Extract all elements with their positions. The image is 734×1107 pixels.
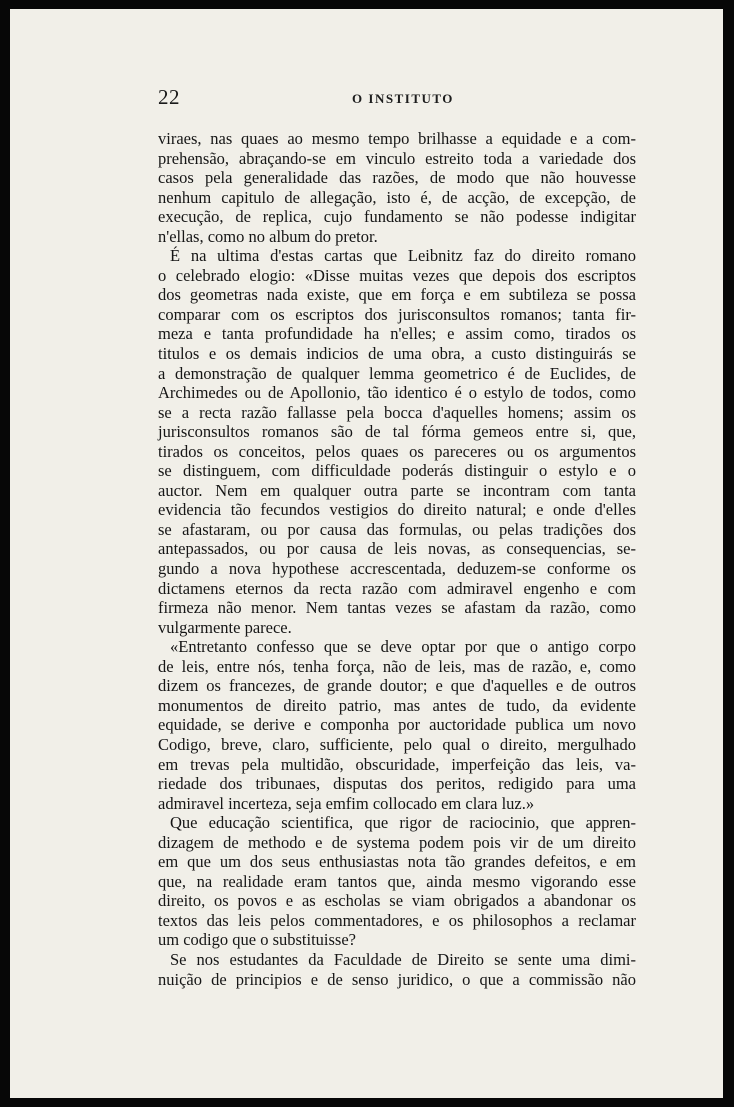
text-line: monumentos de direito patrio, mas antes de tudo, da evidente xyxy=(158,695,636,715)
text-line: se a recta razão fallasse pela bocca d'aquelles homens; assim os xyxy=(158,402,636,422)
text-line: dizem os francezes, de grande doutor; e que d'aquelles e de outros xyxy=(158,676,636,696)
paragraph xyxy=(158,950,636,989)
text-line: admiravel incerteza, seja emfim collocado em clara luz.» xyxy=(158,793,535,813)
paragraph xyxy=(158,813,636,950)
text-line: equidade, se derive e componha por auctoridade publica um novo xyxy=(158,715,636,735)
text-line: se afastaram, ou por causa das formulas, ou pelas tradições dos xyxy=(158,519,636,539)
text-line: gundo a nova hypothese accrescentada, deduzem-se conforme os xyxy=(158,559,636,579)
text-line: tirados os conceitos, pelos quaes os pareceres ou os argumentos xyxy=(158,441,636,461)
text-line: dictamens eternos da recta razão com admiravel engenho e com xyxy=(158,578,636,598)
page-header xyxy=(158,83,648,111)
text-line: a demonstração de qualquer lemma geometrico é de Euclides, de xyxy=(158,363,636,383)
text-line: execução, de replica, cujo fundamento se não podesse indigitar xyxy=(158,207,636,227)
text-line: textos das leis pelos commentadores, e os philosophos a reclamar xyxy=(158,910,636,930)
paragraph xyxy=(158,637,636,813)
body-text xyxy=(158,129,636,989)
text-line: casos pela generalidade das razões, de modo que não houvesse xyxy=(158,168,636,188)
text-line: se distinguem, com difficuldade poderás distinguir o estylo e o xyxy=(158,461,636,481)
text-line: titulos e os demais indicios de uma obra, a custo distinguirás se xyxy=(158,344,636,364)
text-line: Archimedes ou de Apollonio, tão identico é o estylo de todos, como xyxy=(158,383,636,403)
paragraph xyxy=(158,246,636,637)
text-line: Se nos estudantes da Faculdade de Direito se sente uma dimi- xyxy=(170,949,636,969)
text-line: auctor. Nem em qualquer outra parte se incontram com tanta xyxy=(158,480,636,500)
text-line: dos geometras nada existe, que em força e em subtileza se possa xyxy=(158,285,636,305)
text-line: em trevas pela multidão, obscuridade, imperfeição das leis, va- xyxy=(158,754,636,774)
text-line: vulgarmente parece. xyxy=(158,617,292,637)
text-line: de leis, entre nós, tenha força, não de leis, mas de razão, e, como xyxy=(158,656,636,676)
text-line: Que educação scientifica, que rigor de raciocinio, que appren- xyxy=(170,813,636,833)
text-line: evidencia tão fecundos vestigios do direito natural; e onde d'elles xyxy=(158,500,636,520)
text-line: Codigo, breve, claro, sufficiente, pelo qual o direito, mergulhado xyxy=(158,734,636,754)
text-line: riedade dos tribunaes, disputas dos peritos, redigido para uma xyxy=(158,774,636,794)
text-line: n'ellas, como no album do pretor. xyxy=(158,226,378,246)
text-line: um codigo que o substituisse? xyxy=(158,930,356,950)
text-line: em que um dos seus enthusiastas nota tão grandes defeitos, e em xyxy=(158,852,636,872)
paragraph xyxy=(158,129,636,246)
text-line: antepassados, ou por causa de leis novas, as consequencias, se- xyxy=(158,539,636,559)
text-line: nuição de principios e de senso juridico, o que a commissão não xyxy=(158,969,636,989)
text-line: que, na realidade eram tantos que, ainda mesmo vigorando esse xyxy=(158,871,636,891)
text-line: direito, os povos e as escholas se viam obrigados a abandonar os xyxy=(158,891,636,911)
text-line: prehensão, abraçando-se em vinculo estreito toda a variedade dos xyxy=(158,148,636,168)
text-line: viraes, nas quaes ao mesmo tempo brilhasse a equidade e a com- xyxy=(158,129,636,148)
running-title: O INSTITUTO xyxy=(352,91,454,106)
text-line: o celebrado elogio: «Disse muitas vezes que depois dos escriptos xyxy=(158,265,636,285)
book-page xyxy=(10,9,723,1098)
text-line: É na ultima d'estas cartas que Leibnitz faz do direito romano xyxy=(170,246,636,266)
text-line: firmeza não menor. Nem tantas vezes se afastam da razão, como xyxy=(158,598,636,618)
text-line: meza e tanta profundidade ha n'elles; e assim como, tirados os xyxy=(158,324,636,344)
text-line: nenhum capitulo de allegação, isto é, de acção, de excepção, de xyxy=(158,187,636,207)
page-number: 22 xyxy=(158,85,180,109)
text-line: jurisconsultos romanos são de tal fórma gemeos entre si, que, xyxy=(158,422,636,442)
text-line: «Entretanto confesso que se deve optar por que o antigo corpo xyxy=(170,637,636,657)
text-line: dizagem de methodo e de systema podem pois vir de um direito xyxy=(158,832,636,852)
text-line: comparar com os escriptos dos jurisconsultos romanos; tanta fir- xyxy=(158,304,636,324)
